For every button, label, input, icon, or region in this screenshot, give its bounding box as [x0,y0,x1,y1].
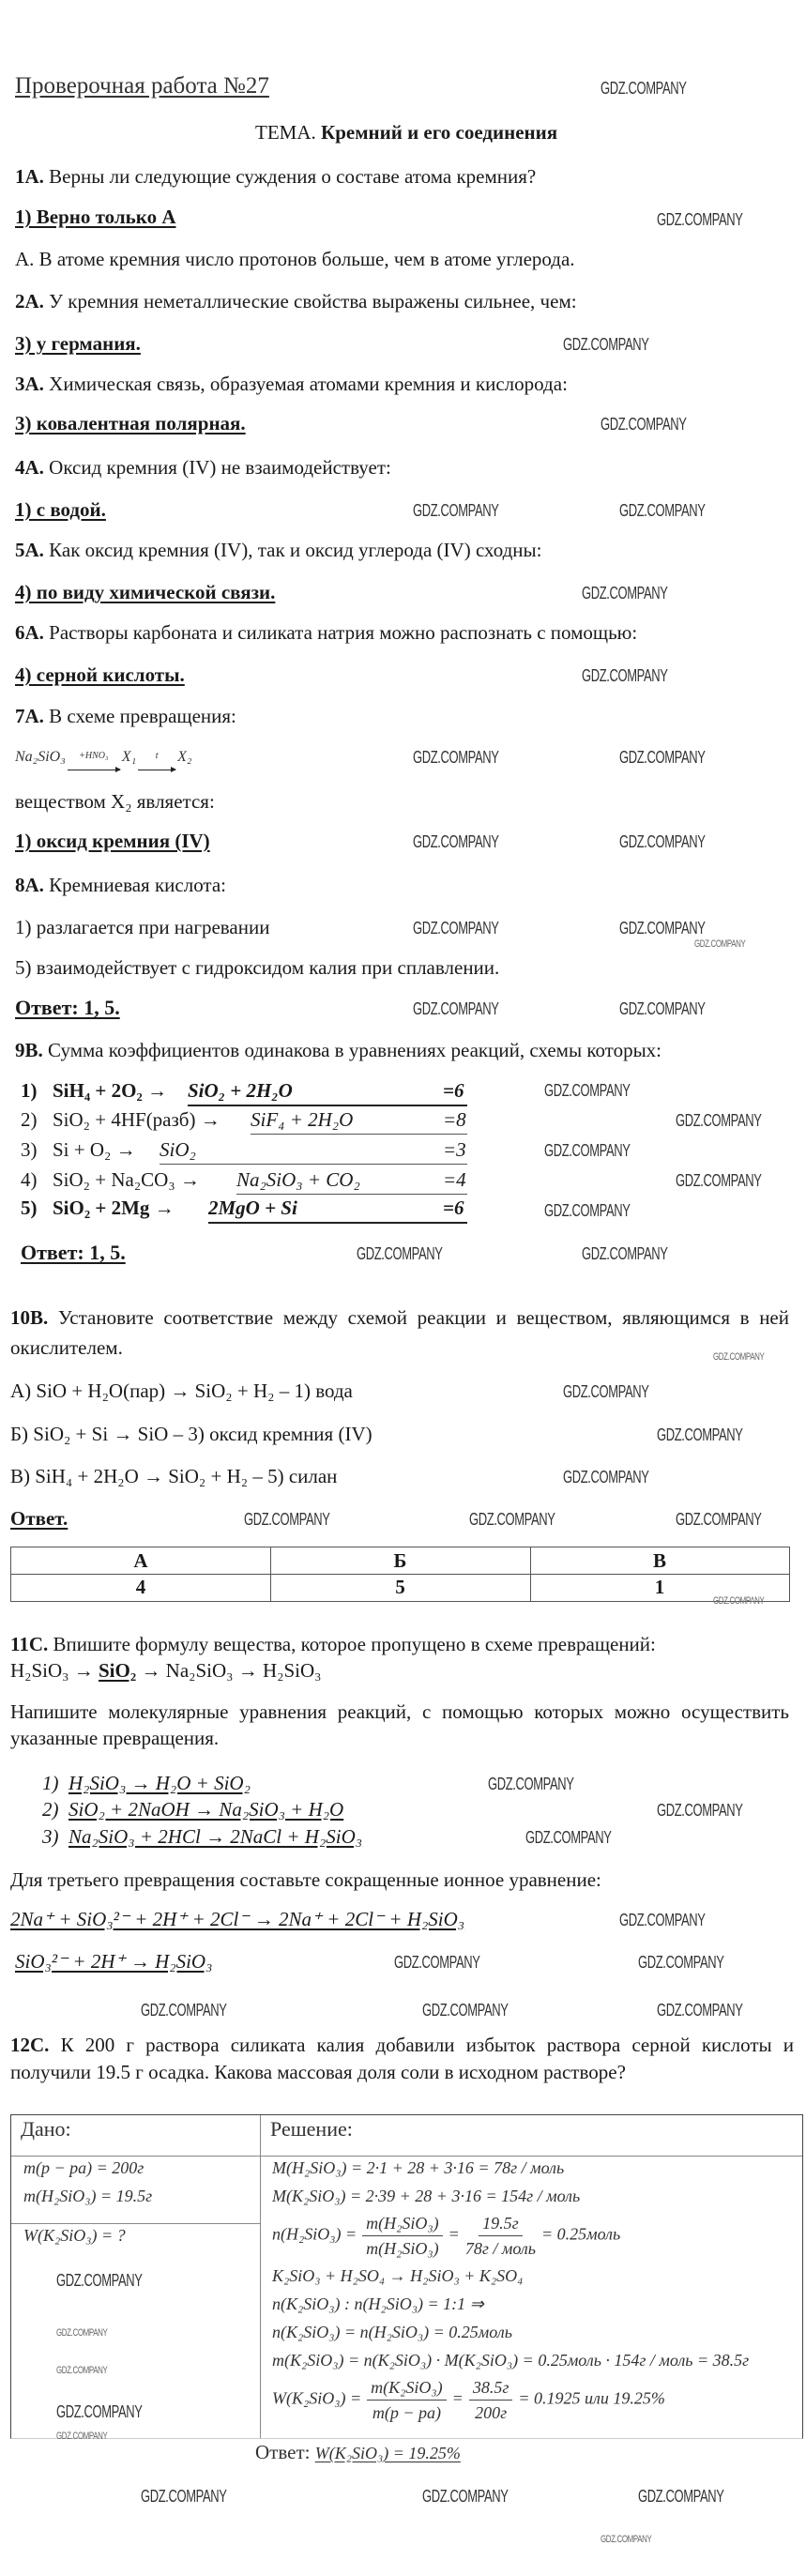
question-text: В схеме превращения: [49,705,236,727]
products: Na₂SiO₃ + CO₂ [236,1168,360,1191]
question-5 [15,537,541,563]
question-9 [15,1037,662,1063]
table-cell: 4 [135,1576,146,1598]
solution-line: M(K₂SiO₃) = 2·39 + 28 + 3·16 = 154г / моль [272,2187,581,2205]
products: SiO₂ + 2H₂O [188,1079,293,1102]
watermark: GDZ.COMPANY [657,2001,743,2020]
reactants: Si + O₂ → [53,1138,136,1161]
question-text: Кремниевая кислота: [49,874,227,896]
question-3 [15,371,568,397]
result: = 0.25моль [540,2224,621,2244]
answer-8: Ответ: 1, 5. [15,996,120,1019]
underline [251,1134,467,1135]
arrow-icon [68,743,120,770]
products: 2MgO + Si [208,1197,297,1219]
arrow-label: t [155,751,159,761]
watermark: GDZ.COMPANY [413,999,499,1018]
watermark: GDZ.COMPANY [657,1425,743,1444]
question-1 [15,163,536,190]
topic [255,119,557,145]
table-header: Б [393,1549,407,1572]
watermark: GDZ.COMPANY [676,1111,762,1130]
reactants: SiO₂ + 4HF(разб) → [53,1108,221,1131]
transformation-scheme [15,743,191,770]
solution-line-fraction [272,2211,620,2261]
question-number: 12С. [10,2034,50,2056]
question-text: Химическая связь, образуемая атомами кремния и кислорода: [49,373,568,395]
watermark: GDZ.COMPANY [422,2487,509,2506]
solution-line: M(H₂SiO₃) = 2·1 + 28 + 3·16 = 78г / моль [272,2158,565,2177]
watermark: GDZ.COMPANY [141,2487,227,2506]
watermark: GDZ.COMPANY [544,1141,631,1160]
ionic-equation-short: SiO₃²⁻ + 2H⁺ → H₂SiO₃ [15,1950,213,1973]
watermark: GDZ.COMPANY [619,501,706,520]
question-11 [10,1631,656,1657]
ionic-equation-full: 2Na⁺ + SiO₃²⁻ + 2H⁺ + 2Cl⁻ → 2Na⁺ + 2Cl⁻ + H₂SiO₃ [10,1908,465,1930]
solution-line-fraction [272,2375,665,2425]
watermark: GDZ.COMPANY [469,1510,555,1529]
question-10 [10,1303,789,1363]
row-number: 2) [21,1108,38,1131]
question-text: К 200 г раствора силиката калия добавили избыток раствора серной кислоты и получили 19.5 г осадка. Какова массовая доля соли в исходном растворе? [10,2034,794,2083]
row-number: 4) [21,1168,38,1191]
watermark: GDZ.COMPANY [676,1510,762,1529]
equation-row [0,1077,488,1105]
solution-label: Решение: [270,2117,353,2141]
watermark: GDZ.COMPANY [525,1828,612,1847]
answer-2: 3) у германия. [15,332,141,355]
equation-row [0,1166,488,1195]
statement-a: А. В атоме кремния число протонов больше, чем в атоме углерода. [15,248,575,270]
coefficient-sum: =4 [443,1168,466,1191]
watermark: GDZ.COMPANY [619,919,706,937]
question-number: 4А. [15,456,44,479]
equation [42,1796,343,1822]
question-11-text3: Для третьего превращения составьте сокращенные ионное уравнение: [10,1868,601,1891]
lhs: n(H₂SiO₃) = [272,2224,357,2244]
question-number: 2А. [15,290,44,312]
question-text: У кремния неметаллические свойства выражены сильнее, чем: [49,290,577,312]
answer-4: 1) с водой. [15,498,106,521]
watermark: GDZ.COMPANY [422,2001,509,2020]
question-8 [15,872,226,898]
answer-label: Ответ: [255,2441,311,2463]
watermark: GDZ.COMPANY [394,1953,480,1972]
given-item: m(H₂SiO₃) = 19.5г [23,2187,153,2205]
equals: = [448,2224,460,2244]
arrow-icon [138,743,175,770]
table-header: А [133,1549,148,1572]
option: 1) разлагается при нагревании [15,916,270,938]
answer-9: Ответ: 1, 5. [21,1241,126,1264]
watermark: GDZ.COMPANY [56,2402,143,2421]
question-6 [15,619,637,646]
question-text: Оксид кремния (IV) не взаимодействует: [49,456,391,479]
equation-number: 3) [42,1825,59,1848]
watermark: GDZ.COMPANY [56,2327,108,2339]
answer-6: 4) серной кислоты. [15,663,185,686]
watermark: GDZ.COMPANY [601,2534,652,2545]
watermark: GDZ.COMPANY [657,1801,743,1820]
question-text: Верны ли следующие суждения о составе атома кремния? [49,165,537,188]
solution-line: m(K₂SiO₃) = n(K₂SiO₃) · M(K₂SiO₃) = 0.25моль · 154г / моль = 38.5г [272,2351,750,2370]
watermark: GDZ.COMPANY [413,748,499,767]
denominator: m(H₂SiO₃) [366,2239,439,2258]
chain-before: H₂SiO₃ → [10,1659,94,1682]
match-item: В) SiH₄ + 2H₂O → SiO₂ + H₂ – 5) силан [10,1465,338,1487]
underline [160,1164,467,1165]
equation-number: 1) [42,1772,59,1794]
numerator: 19.5г [479,2211,523,2236]
chain-after: → Na₂SiO₃ → H₂SiO₃ [141,1659,322,1682]
reactants: SiO₂ + Na₂CO₃ → [53,1168,200,1191]
question-number: 7А. [15,705,44,727]
question-text: Растворы карбоната и силиката натрия можно распознать с помощью: [49,621,638,644]
watermark: GDZ.COMPANY [713,1351,765,1363]
equation-row [0,1195,488,1223]
watermark: GDZ.COMPANY [657,210,743,229]
reactants: SiO₂ + 2Mg → [53,1197,175,1219]
question-number: 1А. [15,165,44,188]
row-number: 5) [21,1197,38,1219]
watermark: GDZ.COMPANY [56,2271,143,2290]
given-item: m(p − pa) = 200г [23,2158,144,2177]
question-7-text2: веществом X₂ является: [15,790,215,813]
answer-7: 1) оксид кремния (IV) [15,830,210,852]
question-number: 11С. [10,1633,49,1655]
given-label: Дано: [21,2117,71,2141]
watermark: GDZ.COMPANY [141,2001,227,2020]
equals: = [451,2388,464,2408]
watermark: GDZ.COMPANY [582,1244,668,1263]
page-title: Проверочная работа №27 [15,73,269,99]
answer-table [10,1547,790,1602]
numerator: m(H₂SiO₃) [362,2211,443,2236]
watermark: GDZ.COMPANY [601,79,687,98]
question-number: 5А. [15,539,44,561]
answer-1: 1) Верно только А [15,206,176,228]
lhs: W(K₂SiO₃) = [272,2388,362,2408]
denominator: 78г / моль [464,2239,536,2258]
row-number: 3) [21,1138,38,1161]
equation-text: Na₂SiO₃ + 2HCl → 2NaCl + H₂SiO₃ [68,1825,363,1848]
scheme-start: Na₂SiO₃ [15,749,66,765]
watermark: GDZ.COMPANY [619,748,706,767]
coefficient-sum: =3 [443,1138,466,1161]
watermark: GDZ.COMPANY [638,2487,724,2506]
equation-text: H₂SiO₃ → H₂O + SiO₂ [68,1772,251,1794]
equation-number: 2) [42,1798,59,1821]
question-4 [15,454,391,480]
watermark: GDZ.COMPANY [619,1911,706,1929]
reactants: SiH₄ + 2O₂ → [53,1079,167,1102]
question-number: 8А. [15,874,44,896]
question-text: Установите соответствие между схемой реакции и веществом, являющимся в ней окислителем. [10,1306,789,1359]
match-item: Б) SiO₂ + Si → SiO – 3) оксид кремния (IV) [10,1423,373,1445]
chain-missing-substance: SiO₂ [99,1659,137,1682]
watermark: GDZ.COMPANY [638,1953,724,1972]
table-cell: 5 [395,1576,405,1598]
coefficient-sum: =6 [443,1079,464,1102]
question-number: 3А. [15,373,44,395]
watermark: GDZ.COMPANY [563,1468,649,1486]
result: = 0.1925 или 19.25% [518,2388,665,2408]
watermark: GDZ.COMPANY [357,1244,443,1263]
equation-row [0,1106,488,1135]
watermark: GDZ.COMPANY [619,999,706,1018]
solution-line: n(K₂SiO₃) = n(H₂SiO₃) = 0.25моль [272,2323,512,2341]
answer-10-label: Ответ. [10,1507,68,1530]
denominator: 200г [475,2403,508,2422]
watermark: GDZ.COMPANY [56,2365,108,2376]
find-item: W(K₂SiO₃) = ? [23,2226,126,2245]
option: 5) взаимодействует с гидроксидом калия при сплавлении. [15,956,500,979]
question-number: 10В. [10,1306,49,1329]
watermark: GDZ.COMPANY [582,584,668,602]
watermark: GDZ.COMPANY [413,832,499,851]
scheme-x2: X₂ [177,749,192,765]
question-7 [15,703,236,729]
products: SiF₄ + 2H₂O [251,1108,354,1131]
answer-12 [255,2439,461,2466]
question-text: Впишите формулу вещества, которое пропущено в схеме превращений: [53,1633,656,1655]
arrow-label: +HNO₃ [79,751,109,761]
question-number: 6А. [15,621,44,644]
watermark: GDZ.COMPANY [601,415,687,434]
answer-3: 3) ковалентная полярная. [15,412,246,434]
coefficient-sum: =8 [443,1108,466,1131]
row-number: 1) [21,1079,38,1102]
coefficient-sum: =6 [443,1197,464,1219]
equation-row [0,1136,488,1165]
watermark: GDZ.COMPANY [544,1201,631,1220]
denominator: m(p − pa) [372,2403,441,2422]
topic-label: ТЕМА. [255,121,316,144]
watermark: GDZ.COMPANY [694,938,746,950]
watermark: GDZ.COMPANY [676,1171,762,1190]
table-cell: 1 [654,1576,665,1598]
table-header: В [652,1549,666,1572]
watermark: GDZ.COMPANY [413,501,499,520]
equation [42,1770,251,1796]
watermark: GDZ.COMPANY [563,1382,649,1401]
solution-line: K₂SiO₃ + H₂SO₄ → H₂SiO₃ + K₂SO₄ [272,2266,524,2285]
watermark: GDZ.COMPANY [582,666,668,685]
watermark: GDZ.COMPANY [413,919,499,937]
watermark: GDZ.COMPANY [244,1510,330,1529]
match-item: А) SiO + H₂O(пар) → SiO₂ + H₂ – 1) вода [10,1379,353,1402]
question-2 [15,288,577,314]
solution-line: n(K₂SiO₃) : n(H₂SiO₃) = 1:1 ⇒ [272,2294,484,2313]
watermark: GDZ.COMPANY [488,1775,574,1793]
transformation-chain [10,1657,321,1684]
question-11-text2: Напишите молекулярные уравнения реакций, с помощью которых можно осуществить указанные превращения. [10,1700,789,1749]
question-text: Как оксид кремния (IV), так и оксид углерода (IV) сходны: [49,539,542,561]
question-12 [10,2032,794,2086]
numerator: 38.5г [469,2375,513,2401]
watermark: GDZ.COMPANY [619,832,706,851]
equation-text: SiO₂ + 2NaOH → Na₂SiO₃ + H₂O [68,1798,344,1821]
watermark: GDZ.COMPANY [56,2431,108,2442]
answer-5: 4) по виду химической связи. [15,581,276,603]
products: SiO₂ [160,1138,196,1161]
question-number: 9В. [15,1039,43,1061]
numerator: m(K₂SiO₃) [367,2375,447,2401]
underline [208,1222,467,1224]
question-text: Сумма коэффициентов одинакова в уравнениях реакций, схемы которых: [48,1039,662,1061]
watermark: GDZ.COMPANY [544,1081,631,1100]
watermark: GDZ.COMPANY [713,1595,765,1607]
answer-value: W(K₂SiO₃) = 19.25% [314,2444,461,2462]
equation [42,1823,362,1850]
watermark: GDZ.COMPANY [563,335,649,354]
scheme-x1: X₁ [121,749,137,765]
topic-title: Кремний и его соединения [321,121,558,144]
